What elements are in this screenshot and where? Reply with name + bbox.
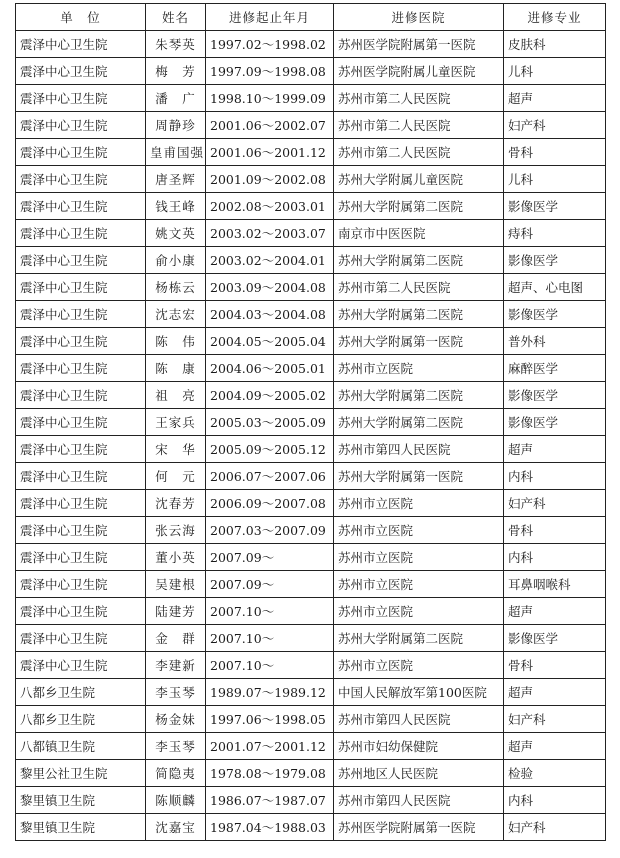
period-cell: 1998.10～1999.09 bbox=[206, 85, 334, 112]
period-cell: 2001.09～2002.08 bbox=[206, 166, 334, 193]
name-cell: 宋 华 bbox=[146, 436, 206, 463]
table-row bbox=[16, 274, 606, 301]
name-cell: 周静珍 bbox=[146, 112, 206, 139]
table-row bbox=[16, 328, 606, 355]
period-cell: 2001.07～2001.12 bbox=[206, 733, 334, 760]
name-cell: 王家兵 bbox=[146, 409, 206, 436]
unit-cell: 震泽中心卫生院 bbox=[16, 571, 146, 598]
specialty-cell: 普外科 bbox=[504, 328, 606, 355]
hospital-cell: 苏州市立医院 bbox=[334, 517, 504, 544]
specialty-cell: 内科 bbox=[504, 544, 606, 571]
name-cell: 李玉琴 bbox=[146, 733, 206, 760]
hospital-cell: 苏州市第二人民医院 bbox=[334, 112, 504, 139]
period-cell: 2007.10～ bbox=[206, 598, 334, 625]
table-row bbox=[16, 58, 606, 85]
table-row bbox=[16, 706, 606, 733]
specialty-cell: 内科 bbox=[504, 463, 606, 490]
table-row bbox=[16, 760, 606, 787]
hospital-cell: 苏州医学院附属第一医院 bbox=[334, 31, 504, 58]
period-cell: 2001.06～2001.12 bbox=[206, 139, 334, 166]
hospital-cell: 苏州市立医院 bbox=[334, 544, 504, 571]
unit-cell: 震泽中心卫生院 bbox=[16, 328, 146, 355]
specialty-cell: 检验 bbox=[504, 760, 606, 787]
name-cell: 陈 伟 bbox=[146, 328, 206, 355]
table-row bbox=[16, 814, 606, 841]
unit-cell: 震泽中心卫生院 bbox=[16, 517, 146, 544]
hospital-cell: 苏州市第四人民医院 bbox=[334, 706, 504, 733]
specialty-cell: 妇产科 bbox=[504, 706, 606, 733]
name-cell: 何 元 bbox=[146, 463, 206, 490]
header-hospital: 进修医院 bbox=[334, 4, 504, 31]
hospital-cell: 苏州大学附属第二医院 bbox=[334, 625, 504, 652]
hospital-cell: 苏州大学附属第一医院 bbox=[334, 328, 504, 355]
hospital-cell: 苏州大学附属第二医院 bbox=[334, 409, 504, 436]
hospital-cell: 苏州市立医院 bbox=[334, 355, 504, 382]
specialty-cell: 超声 bbox=[504, 733, 606, 760]
specialty-cell: 儿科 bbox=[504, 166, 606, 193]
unit-cell: 震泽中心卫生院 bbox=[16, 598, 146, 625]
unit-cell: 震泽中心卫生院 bbox=[16, 490, 146, 517]
table-row bbox=[16, 544, 606, 571]
name-cell: 陆建芳 bbox=[146, 598, 206, 625]
header-period: 进修起止年月 bbox=[206, 4, 334, 31]
specialty-cell: 超声 bbox=[504, 436, 606, 463]
name-cell: 沈嘉宝 bbox=[146, 814, 206, 841]
name-cell: 沈志宏 bbox=[146, 301, 206, 328]
period-cell: 2003.02～2004.01 bbox=[206, 247, 334, 274]
table-row bbox=[16, 436, 606, 463]
table-row bbox=[16, 571, 606, 598]
hospital-cell: 苏州市立医院 bbox=[334, 598, 504, 625]
specialty-cell: 骨科 bbox=[504, 139, 606, 166]
name-cell: 金 群 bbox=[146, 625, 206, 652]
table-row bbox=[16, 31, 606, 58]
table-row bbox=[16, 679, 606, 706]
table-row bbox=[16, 85, 606, 112]
unit-cell: 黎里公社卫生院 bbox=[16, 760, 146, 787]
training-records-table bbox=[15, 3, 606, 841]
specialty-cell: 骨科 bbox=[504, 517, 606, 544]
period-cell: 1989.07～1989.12 bbox=[206, 679, 334, 706]
name-cell: 李玉琴 bbox=[146, 679, 206, 706]
period-cell: 2002.08～2003.01 bbox=[206, 193, 334, 220]
specialty-cell: 妇产科 bbox=[504, 814, 606, 841]
specialty-cell: 痔科 bbox=[504, 220, 606, 247]
period-cell: 1997.09～1998.08 bbox=[206, 58, 334, 85]
hospital-cell: 中国人民解放军第100医院 bbox=[334, 679, 504, 706]
table-row bbox=[16, 787, 606, 814]
specialty-cell: 内科 bbox=[504, 787, 606, 814]
unit-cell: 震泽中心卫生院 bbox=[16, 625, 146, 652]
specialty-cell: 影像医学 bbox=[504, 247, 606, 274]
header-row bbox=[16, 4, 606, 31]
period-cell: 2006.09～2007.08 bbox=[206, 490, 334, 517]
unit-cell: 震泽中心卫生院 bbox=[16, 193, 146, 220]
name-cell: 朱琴英 bbox=[146, 31, 206, 58]
hospital-cell: 苏州市立医院 bbox=[334, 490, 504, 517]
unit-cell: 震泽中心卫生院 bbox=[16, 463, 146, 490]
period-cell: 2001.06～2002.07 bbox=[206, 112, 334, 139]
name-cell: 唐圣辉 bbox=[146, 166, 206, 193]
unit-cell: 震泽中心卫生院 bbox=[16, 409, 146, 436]
hospital-cell: 苏州市第二人民医院 bbox=[334, 85, 504, 112]
specialty-cell: 妇产科 bbox=[504, 112, 606, 139]
hospital-cell: 苏州市第四人民医院 bbox=[334, 436, 504, 463]
table-body bbox=[16, 31, 606, 841]
period-cell: 2004.03～2004.08 bbox=[206, 301, 334, 328]
hospital-cell: 苏州地区人民医院 bbox=[334, 760, 504, 787]
name-cell: 祖 亮 bbox=[146, 382, 206, 409]
hospital-cell: 苏州大学附属第二医院 bbox=[334, 382, 504, 409]
name-cell: 李建新 bbox=[146, 652, 206, 679]
period-cell: 2004.09～2005.02 bbox=[206, 382, 334, 409]
table-row bbox=[16, 112, 606, 139]
specialty-cell: 超声 bbox=[504, 85, 606, 112]
unit-cell: 八都乡卫生院 bbox=[16, 679, 146, 706]
specialty-cell: 影像医学 bbox=[504, 382, 606, 409]
specialty-cell: 影像医学 bbox=[504, 193, 606, 220]
name-cell: 俞小康 bbox=[146, 247, 206, 274]
specialty-cell: 骨科 bbox=[504, 652, 606, 679]
unit-cell: 震泽中心卫生院 bbox=[16, 274, 146, 301]
unit-cell: 震泽中心卫生院 bbox=[16, 166, 146, 193]
period-cell: 1986.07～1987.07 bbox=[206, 787, 334, 814]
header-name: 姓名 bbox=[146, 4, 206, 31]
table-row bbox=[16, 625, 606, 652]
hospital-cell: 苏州大学附属第一医院 bbox=[334, 463, 504, 490]
table-row bbox=[16, 247, 606, 274]
unit-cell: 震泽中心卫生院 bbox=[16, 652, 146, 679]
table-row bbox=[16, 220, 606, 247]
hospital-cell: 苏州大学附属第二医院 bbox=[334, 301, 504, 328]
table-row bbox=[16, 517, 606, 544]
specialty-cell: 皮肤科 bbox=[504, 31, 606, 58]
period-cell: 2005.03～2005.09 bbox=[206, 409, 334, 436]
table-row bbox=[16, 598, 606, 625]
period-cell: 2007.09～ bbox=[206, 571, 334, 598]
table-row bbox=[16, 166, 606, 193]
name-cell: 简隐夷 bbox=[146, 760, 206, 787]
name-cell: 钱王峰 bbox=[146, 193, 206, 220]
hospital-cell: 苏州市立医院 bbox=[334, 571, 504, 598]
specialty-cell: 耳鼻咽喉科 bbox=[504, 571, 606, 598]
name-cell: 张云海 bbox=[146, 517, 206, 544]
hospital-cell: 苏州市妇幼保健院 bbox=[334, 733, 504, 760]
period-cell: 2003.09～2004.08 bbox=[206, 274, 334, 301]
period-cell: 2007.03～2007.09 bbox=[206, 517, 334, 544]
name-cell: 董小英 bbox=[146, 544, 206, 571]
period-cell: 1987.04～1988.03 bbox=[206, 814, 334, 841]
period-cell: 2005.09～2005.12 bbox=[206, 436, 334, 463]
specialty-cell: 影像医学 bbox=[504, 625, 606, 652]
name-cell: 陈 康 bbox=[146, 355, 206, 382]
hospital-cell: 苏州市第二人民医院 bbox=[334, 274, 504, 301]
unit-cell: 震泽中心卫生院 bbox=[16, 382, 146, 409]
name-cell: 潘 广 bbox=[146, 85, 206, 112]
name-cell: 姚文英 bbox=[146, 220, 206, 247]
period-cell: 1997.06～1998.05 bbox=[206, 706, 334, 733]
unit-cell: 八都乡卫生院 bbox=[16, 706, 146, 733]
unit-cell: 震泽中心卫生院 bbox=[16, 112, 146, 139]
table-row bbox=[16, 463, 606, 490]
hospital-cell: 苏州市第四人民医院 bbox=[334, 787, 504, 814]
name-cell: 陈顺麟 bbox=[146, 787, 206, 814]
unit-cell: 震泽中心卫生院 bbox=[16, 436, 146, 463]
hospital-cell: 苏州市立医院 bbox=[334, 652, 504, 679]
specialty-cell: 影像医学 bbox=[504, 301, 606, 328]
period-cell: 2003.02～2003.07 bbox=[206, 220, 334, 247]
hospital-cell: 苏州市第二人民医院 bbox=[334, 139, 504, 166]
unit-cell: 黎里镇卫生院 bbox=[16, 787, 146, 814]
hospital-cell: 苏州大学附属儿童医院 bbox=[334, 166, 504, 193]
unit-cell: 震泽中心卫生院 bbox=[16, 247, 146, 274]
unit-cell: 震泽中心卫生院 bbox=[16, 301, 146, 328]
name-cell: 吴建根 bbox=[146, 571, 206, 598]
period-cell: 2004.06～2005.01 bbox=[206, 355, 334, 382]
table-row bbox=[16, 382, 606, 409]
name-cell: 沈春芳 bbox=[146, 490, 206, 517]
unit-cell: 八都镇卫生院 bbox=[16, 733, 146, 760]
specialty-cell: 超声 bbox=[504, 679, 606, 706]
header-unit: 单 位 bbox=[16, 4, 146, 31]
specialty-cell: 超声、心电图 bbox=[504, 274, 606, 301]
hospital-cell: 苏州大学附属第二医院 bbox=[334, 247, 504, 274]
unit-cell: 震泽中心卫生院 bbox=[16, 355, 146, 382]
table-row bbox=[16, 652, 606, 679]
table-row bbox=[16, 409, 606, 436]
hospital-cell: 苏州大学附属第二医院 bbox=[334, 193, 504, 220]
name-cell: 皇甫国强 bbox=[146, 139, 206, 166]
period-cell: 2007.09～ bbox=[206, 544, 334, 571]
unit-cell: 震泽中心卫生院 bbox=[16, 85, 146, 112]
name-cell: 杨栋云 bbox=[146, 274, 206, 301]
unit-cell: 震泽中心卫生院 bbox=[16, 139, 146, 166]
specialty-cell: 儿科 bbox=[504, 58, 606, 85]
unit-cell: 震泽中心卫生院 bbox=[16, 31, 146, 58]
period-cell: 2007.10～ bbox=[206, 625, 334, 652]
table-row bbox=[16, 193, 606, 220]
unit-cell: 黎里镇卫生院 bbox=[16, 814, 146, 841]
specialty-cell: 妇产科 bbox=[504, 490, 606, 517]
period-cell: 2006.07～2007.06 bbox=[206, 463, 334, 490]
period-cell: 1997.02～1998.02 bbox=[206, 31, 334, 58]
hospital-cell: 苏州医学院附属儿童医院 bbox=[334, 58, 504, 85]
table-row bbox=[16, 139, 606, 166]
specialty-cell: 麻醉医学 bbox=[504, 355, 606, 382]
unit-cell: 震泽中心卫生院 bbox=[16, 220, 146, 247]
name-cell: 杨金妹 bbox=[146, 706, 206, 733]
table-row bbox=[16, 301, 606, 328]
table-row bbox=[16, 355, 606, 382]
table-row bbox=[16, 733, 606, 760]
header-specialty: 进修专业 bbox=[504, 4, 606, 31]
hospital-cell: 南京市中医医院 bbox=[334, 220, 504, 247]
specialty-cell: 超声 bbox=[504, 598, 606, 625]
unit-cell: 震泽中心卫生院 bbox=[16, 544, 146, 571]
table-row bbox=[16, 490, 606, 517]
period-cell: 2004.05～2005.04 bbox=[206, 328, 334, 355]
name-cell: 梅 芳 bbox=[146, 58, 206, 85]
period-cell: 2007.10～ bbox=[206, 652, 334, 679]
specialty-cell: 影像医学 bbox=[504, 409, 606, 436]
period-cell: 1978.08～1979.08 bbox=[206, 760, 334, 787]
hospital-cell: 苏州医学院附属第一医院 bbox=[334, 814, 504, 841]
unit-cell: 震泽中心卫生院 bbox=[16, 58, 146, 85]
